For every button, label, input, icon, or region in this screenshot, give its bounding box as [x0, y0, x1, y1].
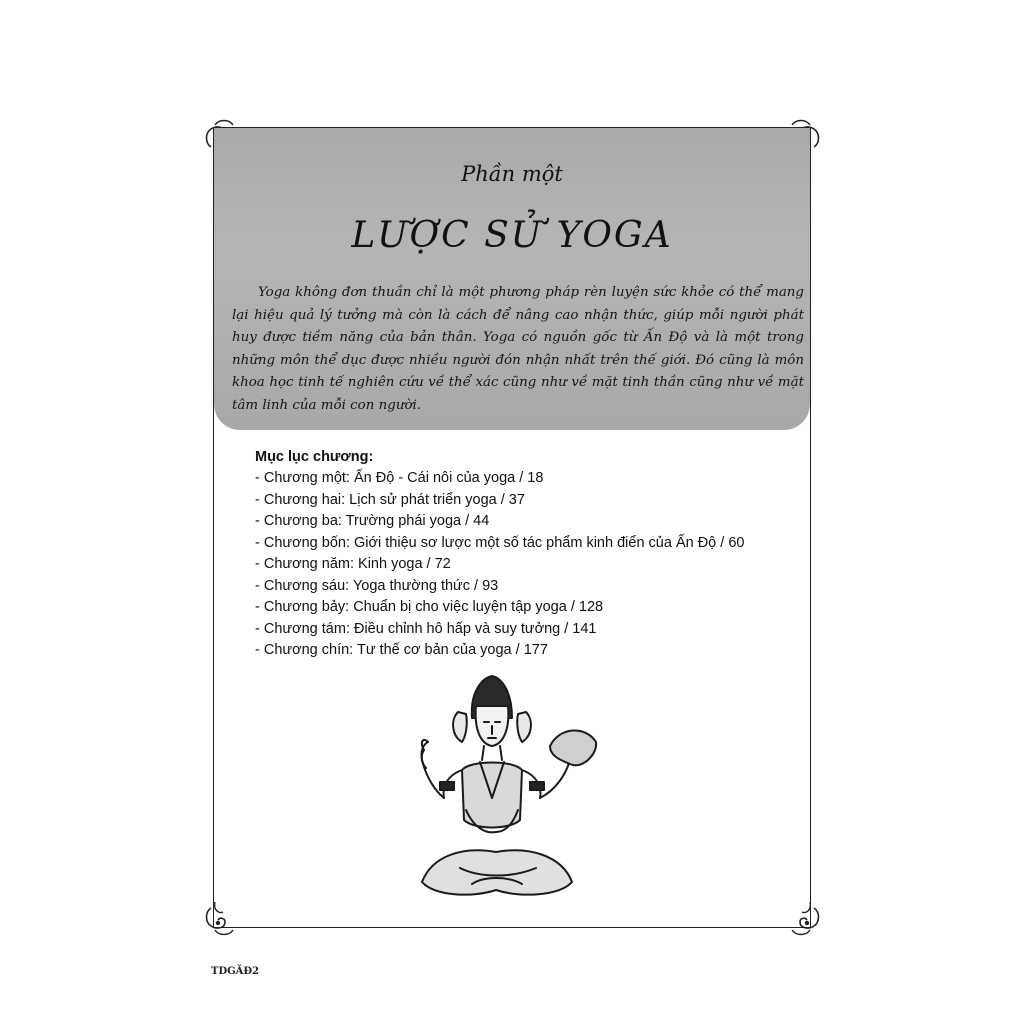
- toc-item: - Chương bảy: Chuẩn bị cho việc luyện tập yoga / 128: [255, 599, 604, 615]
- toc-item: - Chương tám: Điều chỉnh hô hấp và suy tưởng / 141: [255, 620, 597, 637]
- toc-item: - Chương ba: Trường phái yoga / 44: [255, 513, 490, 529]
- intro-paragraph: Yoga không đơn thuần chỉ là một phương pháp rèn luyện sức khỏe có thể mang lại hiệu quả lý tưởng mà còn là cách để nâng cao nhận thức, giúp mỗi người phát huy được tiềm năng của bản thân. Yoga có nguồn gốc từ Ấn Độ và là một trong những môn thể dục được nhiều người đón nhận nhất trên thế giới. Đó cũng là môn khoa học tinh tế nghiên cứu về thể xác cũng như về mặt tinh thần cũng như về mặt tâm linh của mỗi con người.: [232, 285, 804, 413]
- meditating-deity-illustration-icon: [400, 670, 610, 910]
- toc-item: - Chương một: Ấn Độ - Cái nôi của yoga / 18: [255, 470, 544, 486]
- toc-item: - Chương bốn: Giới thiệu sơ lược một số tác phẩm kinh điển của Ấn Độ / 60: [255, 534, 745, 551]
- corner-ornament-icon: [203, 898, 243, 938]
- toc-list: [255, 468, 795, 662]
- toc-item: - Chương năm: Kinh yoga / 72: [255, 556, 451, 572]
- toc-heading: Mục lục chương:: [255, 449, 374, 465]
- corner-ornament-icon: [782, 898, 822, 938]
- footer-code: TDGĂĐ2: [211, 966, 260, 977]
- part-label: Phần một: [461, 162, 563, 186]
- section-title: LƯỢC SỬ YOGA: [351, 215, 673, 256]
- table-of-contents: [255, 447, 795, 662]
- toc-item: - Chương chín: Tư thế cơ bản của yoga / 177: [255, 642, 548, 658]
- toc-item: - Chương sáu: Yoga thường thức / 93: [255, 577, 499, 594]
- toc-item: - Chương hai: Lịch sử phát triển yoga / 37: [255, 491, 525, 508]
